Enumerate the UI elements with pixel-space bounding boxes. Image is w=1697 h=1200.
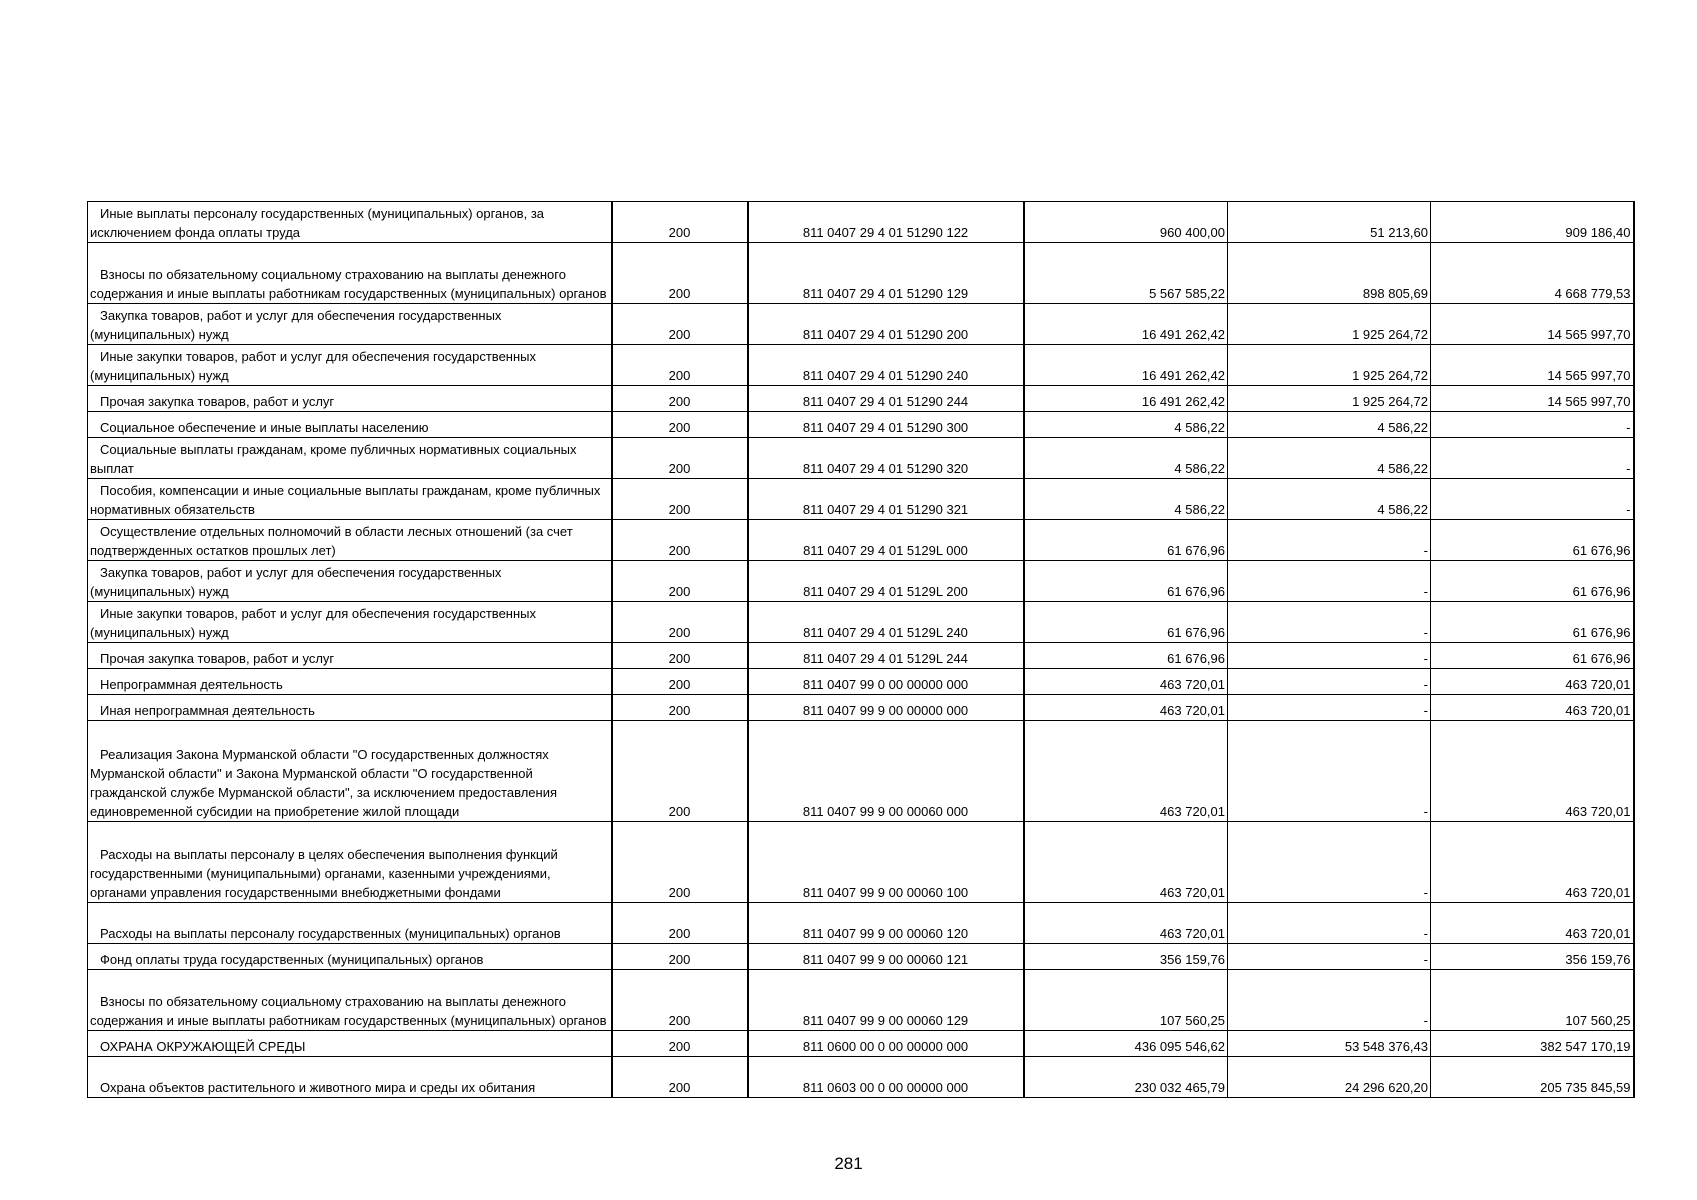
row-line-code: 200: [612, 1057, 748, 1098]
table-row: [88, 479, 1634, 520]
budget-execution-table: [87, 201, 1635, 1098]
row-budget-code: 811 0407 29 4 01 51290 320: [748, 438, 1024, 479]
row-name: Реализация Закона Мурманской области "О государственных должностях Мурманской области" и Закона Мурманской области "О государственной гражданской службе Мурманской области", за исключением предоставления единовременной субсидии на приобретение жилой площади: [88, 721, 612, 822]
row-executed-amount: 4 586,22: [1228, 412, 1431, 438]
row-unexecuted-amount: 14 565 997,70: [1431, 386, 1634, 412]
page-number: 281: [834, 1154, 863, 1173]
row-name: ОХРАНА ОКРУЖАЮЩЕЙ СРЕДЫ: [88, 1031, 612, 1057]
row-executed-amount: 4 586,22: [1228, 479, 1431, 520]
row-approved-amount: 61 676,96: [1024, 643, 1228, 669]
row-line-code: 200: [612, 479, 748, 520]
table-row: [88, 903, 1634, 944]
table-row: [88, 1057, 1634, 1098]
row-approved-amount: 16 491 262,42: [1024, 345, 1228, 386]
table-row: [88, 438, 1634, 479]
table-row: [88, 561, 1634, 602]
row-line-code: 200: [612, 1031, 748, 1057]
row-unexecuted-amount: 61 676,96: [1431, 602, 1634, 643]
row-unexecuted-amount: 61 676,96: [1431, 561, 1634, 602]
row-approved-amount: 5 567 585,22: [1024, 243, 1228, 304]
row-approved-amount: 463 720,01: [1024, 669, 1228, 695]
row-name: Иная непрограммная деятельность: [88, 695, 612, 721]
row-name: Охрана объектов растительного и животного мира и среды их обитания: [88, 1057, 612, 1098]
row-executed-amount: 1 925 264,72: [1228, 345, 1431, 386]
row-budget-code: 811 0407 29 4 01 51290 122: [748, 202, 1024, 243]
row-budget-code: 811 0407 29 4 01 5129L 000: [748, 520, 1024, 561]
row-name: Иные закупки товаров, работ и услуг для обеспечения государственных (муниципальных) нужд: [88, 345, 612, 386]
table-row: [88, 721, 1634, 822]
row-line-code: 200: [612, 602, 748, 643]
row-line-code: 200: [612, 695, 748, 721]
row-unexecuted-amount: 107 560,25: [1431, 970, 1634, 1031]
row-line-code: 200: [612, 304, 748, 345]
table-row: [88, 243, 1634, 304]
row-budget-code: 811 0407 29 4 01 51290 200: [748, 304, 1024, 345]
row-budget-code: 811 0407 99 9 00 00060 100: [748, 822, 1024, 903]
row-executed-amount: -: [1228, 944, 1431, 970]
row-budget-code: 811 0407 99 9 00 00060 000: [748, 721, 1024, 822]
row-executed-amount: -: [1228, 695, 1431, 721]
row-line-code: 200: [612, 386, 748, 412]
row-line-code: 200: [612, 520, 748, 561]
table-row: [88, 202, 1634, 243]
row-approved-amount: 61 676,96: [1024, 602, 1228, 643]
row-executed-amount: -: [1228, 520, 1431, 561]
row-unexecuted-amount: 4 668 779,53: [1431, 243, 1634, 304]
row-name: Пособия, компенсации и иные социальные выплаты гражданам, кроме публичных нормативных обязательств: [88, 479, 612, 520]
row-executed-amount: 1 925 264,72: [1228, 304, 1431, 345]
row-executed-amount: -: [1228, 822, 1431, 903]
row-budget-code: 811 0603 00 0 00 00000 000: [748, 1057, 1024, 1098]
table-row: [88, 520, 1634, 561]
row-unexecuted-amount: 205 735 845,59: [1431, 1057, 1634, 1098]
row-budget-code: 811 0407 29 4 01 5129L 240: [748, 602, 1024, 643]
row-name: Непрограммная деятельность: [88, 669, 612, 695]
table-row: [88, 695, 1634, 721]
row-budget-code: 811 0407 29 4 01 5129L 200: [748, 561, 1024, 602]
table-row: [88, 345, 1634, 386]
row-name: Осуществление отдельных полномочий в области лесных отношений (за счет подтвержденных остатков прошлых лет): [88, 520, 612, 561]
row-unexecuted-amount: 463 720,01: [1431, 695, 1634, 721]
row-name: Закупка товаров, работ и услуг для обеспечения государственных (муниципальных) нужд: [88, 561, 612, 602]
row-unexecuted-amount: -: [1431, 438, 1634, 479]
row-line-code: 200: [612, 944, 748, 970]
row-unexecuted-amount: 463 720,01: [1431, 669, 1634, 695]
row-executed-amount: 24 296 620,20: [1228, 1057, 1431, 1098]
row-executed-amount: 53 548 376,43: [1228, 1031, 1431, 1057]
row-line-code: 200: [612, 643, 748, 669]
row-name: Взносы по обязательному социальному страхованию на выплаты денежного содержания и иные выплаты работникам государственных (муниципальных) органов: [88, 970, 612, 1031]
table-row: [88, 643, 1634, 669]
row-approved-amount: 107 560,25: [1024, 970, 1228, 1031]
row-unexecuted-amount: -: [1431, 412, 1634, 438]
row-approved-amount: 16 491 262,42: [1024, 386, 1228, 412]
row-budget-code: 811 0407 29 4 01 51290 129: [748, 243, 1024, 304]
row-executed-amount: -: [1228, 970, 1431, 1031]
row-approved-amount: 463 720,01: [1024, 903, 1228, 944]
row-approved-amount: 16 491 262,42: [1024, 304, 1228, 345]
row-line-code: 200: [612, 822, 748, 903]
row-name: Прочая закупка товаров, работ и услуг: [88, 386, 612, 412]
row-approved-amount: 463 720,01: [1024, 822, 1228, 903]
row-approved-amount: 960 400,00: [1024, 202, 1228, 243]
row-line-code: 200: [612, 438, 748, 479]
row-name: Социальное обеспечение и иные выплаты населению: [88, 412, 612, 438]
row-budget-code: 811 0407 29 4 01 51290 244: [748, 386, 1024, 412]
table-row: [88, 970, 1634, 1031]
row-line-code: 200: [612, 412, 748, 438]
report-page: [87, 201, 1635, 1098]
row-line-code: 200: [612, 970, 748, 1031]
row-line-code: 200: [612, 903, 748, 944]
row-executed-amount: 898 805,69: [1228, 243, 1431, 304]
table-row: [88, 1031, 1634, 1057]
row-executed-amount: -: [1228, 669, 1431, 695]
row-line-code: 200: [612, 243, 748, 304]
row-name: Закупка товаров, работ и услуг для обеспечения государственных (муниципальных) нужд: [88, 304, 612, 345]
row-name: Расходы на выплаты персоналу в целях обеспечения выполнения функций государственными (муниципальными) органами, казенными учреждениями, органами управления государственными внебюджетными фондами: [88, 822, 612, 903]
row-unexecuted-amount: 356 159,76: [1431, 944, 1634, 970]
row-line-code: 200: [612, 561, 748, 602]
row-budget-code: 811 0407 29 4 01 51290 300: [748, 412, 1024, 438]
row-name: Взносы по обязательному социальному страхованию на выплаты денежного содержания и иные выплаты работникам государственных (муниципальных) органов: [88, 243, 612, 304]
row-unexecuted-amount: -: [1431, 479, 1634, 520]
row-approved-amount: 356 159,76: [1024, 944, 1228, 970]
row-unexecuted-amount: 463 720,01: [1431, 721, 1634, 822]
row-unexecuted-amount: 14 565 997,70: [1431, 304, 1634, 345]
row-name: Расходы на выплаты персоналу государственных (муниципальных) органов: [88, 903, 612, 944]
row-approved-amount: 436 095 546,62: [1024, 1031, 1228, 1057]
row-budget-code: 811 0407 99 9 00 00060 129: [748, 970, 1024, 1031]
table-row: [88, 822, 1634, 903]
table-row: [88, 944, 1634, 970]
row-budget-code: 811 0407 29 4 01 5129L 244: [748, 643, 1024, 669]
row-executed-amount: 51 213,60: [1228, 202, 1431, 243]
row-executed-amount: 1 925 264,72: [1228, 386, 1431, 412]
row-approved-amount: 4 586,22: [1024, 479, 1228, 520]
row-approved-amount: 4 586,22: [1024, 412, 1228, 438]
row-name: Прочая закупка товаров, работ и услуг: [88, 643, 612, 669]
row-name: Иные выплаты персоналу государственных (муниципальных) органов, за исключением фонда оплаты труда: [88, 202, 612, 243]
row-executed-amount: -: [1228, 561, 1431, 602]
row-unexecuted-amount: 61 676,96: [1431, 643, 1634, 669]
row-name: Социальные выплаты гражданам, кроме публичных нормативных социальных выплат: [88, 438, 612, 479]
row-line-code: 200: [612, 669, 748, 695]
row-executed-amount: -: [1228, 602, 1431, 643]
row-budget-code: 811 0407 99 9 00 00060 120: [748, 903, 1024, 944]
table-row: [88, 412, 1634, 438]
row-approved-amount: 230 032 465,79: [1024, 1057, 1228, 1098]
row-name: Иные закупки товаров, работ и услуг для обеспечения государственных (муниципальных) нужд: [88, 602, 612, 643]
row-unexecuted-amount: 909 186,40: [1431, 202, 1634, 243]
row-approved-amount: 4 586,22: [1024, 438, 1228, 479]
row-unexecuted-amount: 463 720,01: [1431, 822, 1634, 903]
row-budget-code: 811 0407 99 0 00 00000 000: [748, 669, 1024, 695]
table-body: [88, 202, 1634, 1098]
row-unexecuted-amount: 14 565 997,70: [1431, 345, 1634, 386]
row-budget-code: 811 0407 99 9 00 00060 121: [748, 944, 1024, 970]
row-unexecuted-amount: 463 720,01: [1431, 903, 1634, 944]
row-line-code: 200: [612, 721, 748, 822]
table-row: [88, 304, 1634, 345]
row-name: Фонд оплаты труда государственных (муниципальных) органов: [88, 944, 612, 970]
row-executed-amount: 4 586,22: [1228, 438, 1431, 479]
row-unexecuted-amount: 61 676,96: [1431, 520, 1634, 561]
row-line-code: 200: [612, 202, 748, 243]
table-row: [88, 602, 1634, 643]
row-budget-code: 811 0407 29 4 01 51290 321: [748, 479, 1024, 520]
row-executed-amount: -: [1228, 643, 1431, 669]
row-line-code: 200: [612, 345, 748, 386]
row-executed-amount: -: [1228, 903, 1431, 944]
row-approved-amount: 61 676,96: [1024, 561, 1228, 602]
row-budget-code: 811 0407 29 4 01 51290 240: [748, 345, 1024, 386]
table-row: [88, 669, 1634, 695]
table-row: [88, 386, 1634, 412]
row-unexecuted-amount: 382 547 170,19: [1431, 1031, 1634, 1057]
row-approved-amount: 61 676,96: [1024, 520, 1228, 561]
row-budget-code: 811 0600 00 0 00 00000 000: [748, 1031, 1024, 1057]
row-approved-amount: 463 720,01: [1024, 695, 1228, 721]
row-executed-amount: -: [1228, 721, 1431, 822]
row-budget-code: 811 0407 99 9 00 00000 000: [748, 695, 1024, 721]
row-approved-amount: 463 720,01: [1024, 721, 1228, 822]
